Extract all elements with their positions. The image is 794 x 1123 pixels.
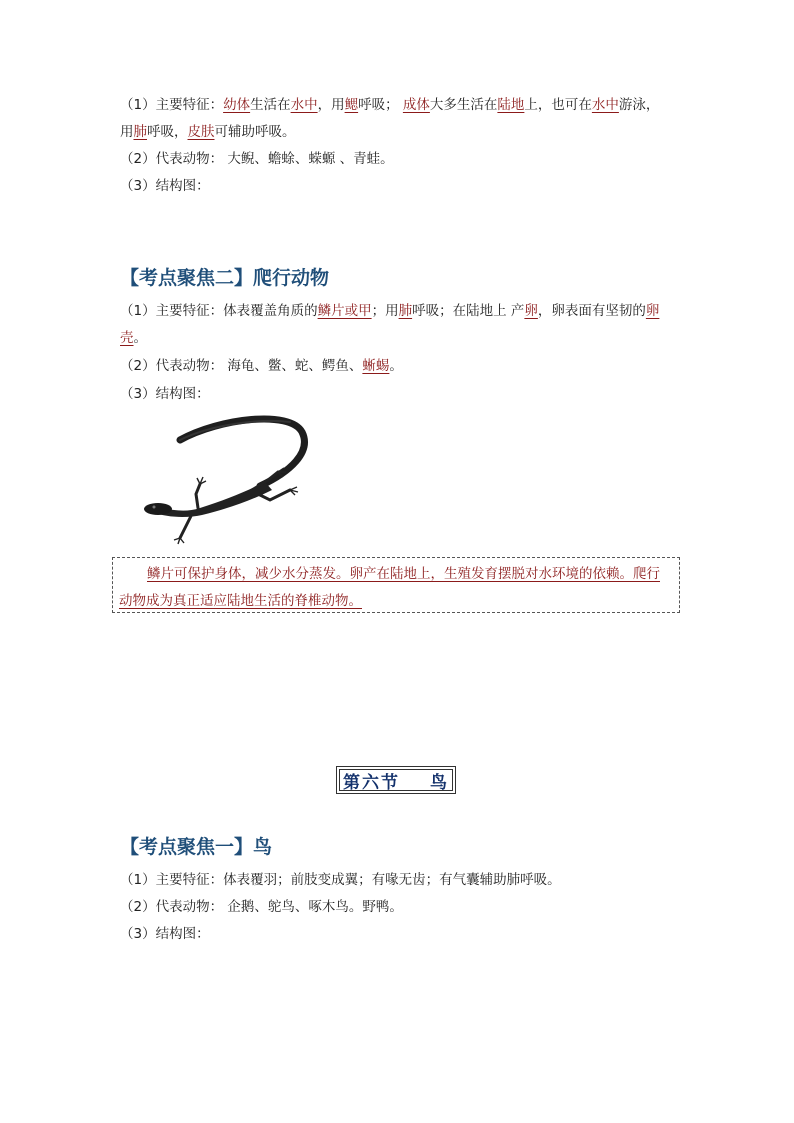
text: 游泳，	[618, 97, 660, 113]
text: 大多生活在	[429, 97, 498, 113]
text: 呼吸；	[358, 97, 399, 113]
text: 。	[389, 358, 403, 374]
text: 可辅助呼吸。	[214, 124, 296, 140]
text: （2）代表动物： 海龟、鳖、蛇、鳄鱼、	[120, 358, 363, 374]
blank-answer: 卵	[645, 303, 660, 319]
blank-answer: 蜥蜴	[362, 358, 390, 374]
label: （1）主要特征：	[120, 97, 224, 113]
reptile-note-box	[112, 557, 680, 613]
section-number: 第六节	[343, 772, 400, 793]
blank-answer: 肺	[133, 124, 147, 140]
bird-heading: 【考点聚焦一】鸟	[120, 836, 273, 858]
blank-answer: 鳞片或甲	[317, 303, 372, 319]
text: ；用	[371, 303, 399, 319]
reptile-representatives	[120, 356, 403, 376]
reptile-heading: 【考点聚焦二】爬行动物	[120, 267, 330, 289]
text: 上，也可在	[524, 97, 592, 113]
note-line: 鳞片可保护身体，减少水分蒸发。卵产在陆地上，生殖发育摆脱对水环境的依赖。爬行	[147, 566, 660, 582]
text: 用	[120, 124, 134, 140]
text: 。	[133, 330, 147, 346]
blank-answer: 肺	[398, 303, 413, 319]
note-line: 动物成为真正适应陆地生活的脊椎动物。	[119, 593, 362, 609]
bird-representatives: （2）代表动物： 企鹅、鸵鸟、啄木鸟。野鸭。	[120, 899, 403, 915]
blank-answer: 水中	[591, 97, 619, 113]
text: 呼吸；在陆地上 产	[412, 303, 525, 319]
lizard-image	[140, 410, 310, 550]
blank-answer: 水中	[290, 97, 318, 113]
blank-answer: 壳	[120, 330, 134, 346]
blank-answer: 卵	[524, 303, 538, 319]
bird-structure-label: （3）结构图：	[120, 926, 210, 942]
reptile-feature-line1	[120, 301, 659, 321]
text: ，用	[317, 97, 345, 113]
text: 呼吸，	[147, 124, 188, 140]
amphibian-feature-line1	[120, 95, 659, 115]
reptile-feature-line2	[120, 328, 147, 348]
section-name: 鸟	[430, 772, 449, 793]
blank-answer: 鳃	[344, 97, 359, 113]
section-title-box	[336, 766, 456, 794]
text: 生活在	[250, 97, 291, 113]
text: （1）主要特征：体表覆盖角质的	[120, 303, 318, 319]
amphibian-representatives: （2）代表动物： 大鲵、蟾蜍、蝾螈 、青蛙。	[120, 151, 394, 167]
amphibian-structure-label: （3）结构图：	[120, 178, 210, 194]
amphibian-feature-line2	[120, 122, 296, 142]
blank-answer: 陆地	[497, 97, 525, 113]
bird-feature: （1）主要特征：体表覆羽；前肢变成翼；有喙无齿；有气囊辅助肺呼吸。	[120, 872, 561, 888]
text: ，卵表面有坚韧的	[537, 303, 646, 319]
blank-answer: 成体	[402, 97, 430, 113]
blank-answer: 幼体	[223, 97, 251, 113]
reptile-structure-label: （3）结构图：	[120, 386, 210, 402]
blank-answer: 皮肤	[187, 124, 215, 140]
